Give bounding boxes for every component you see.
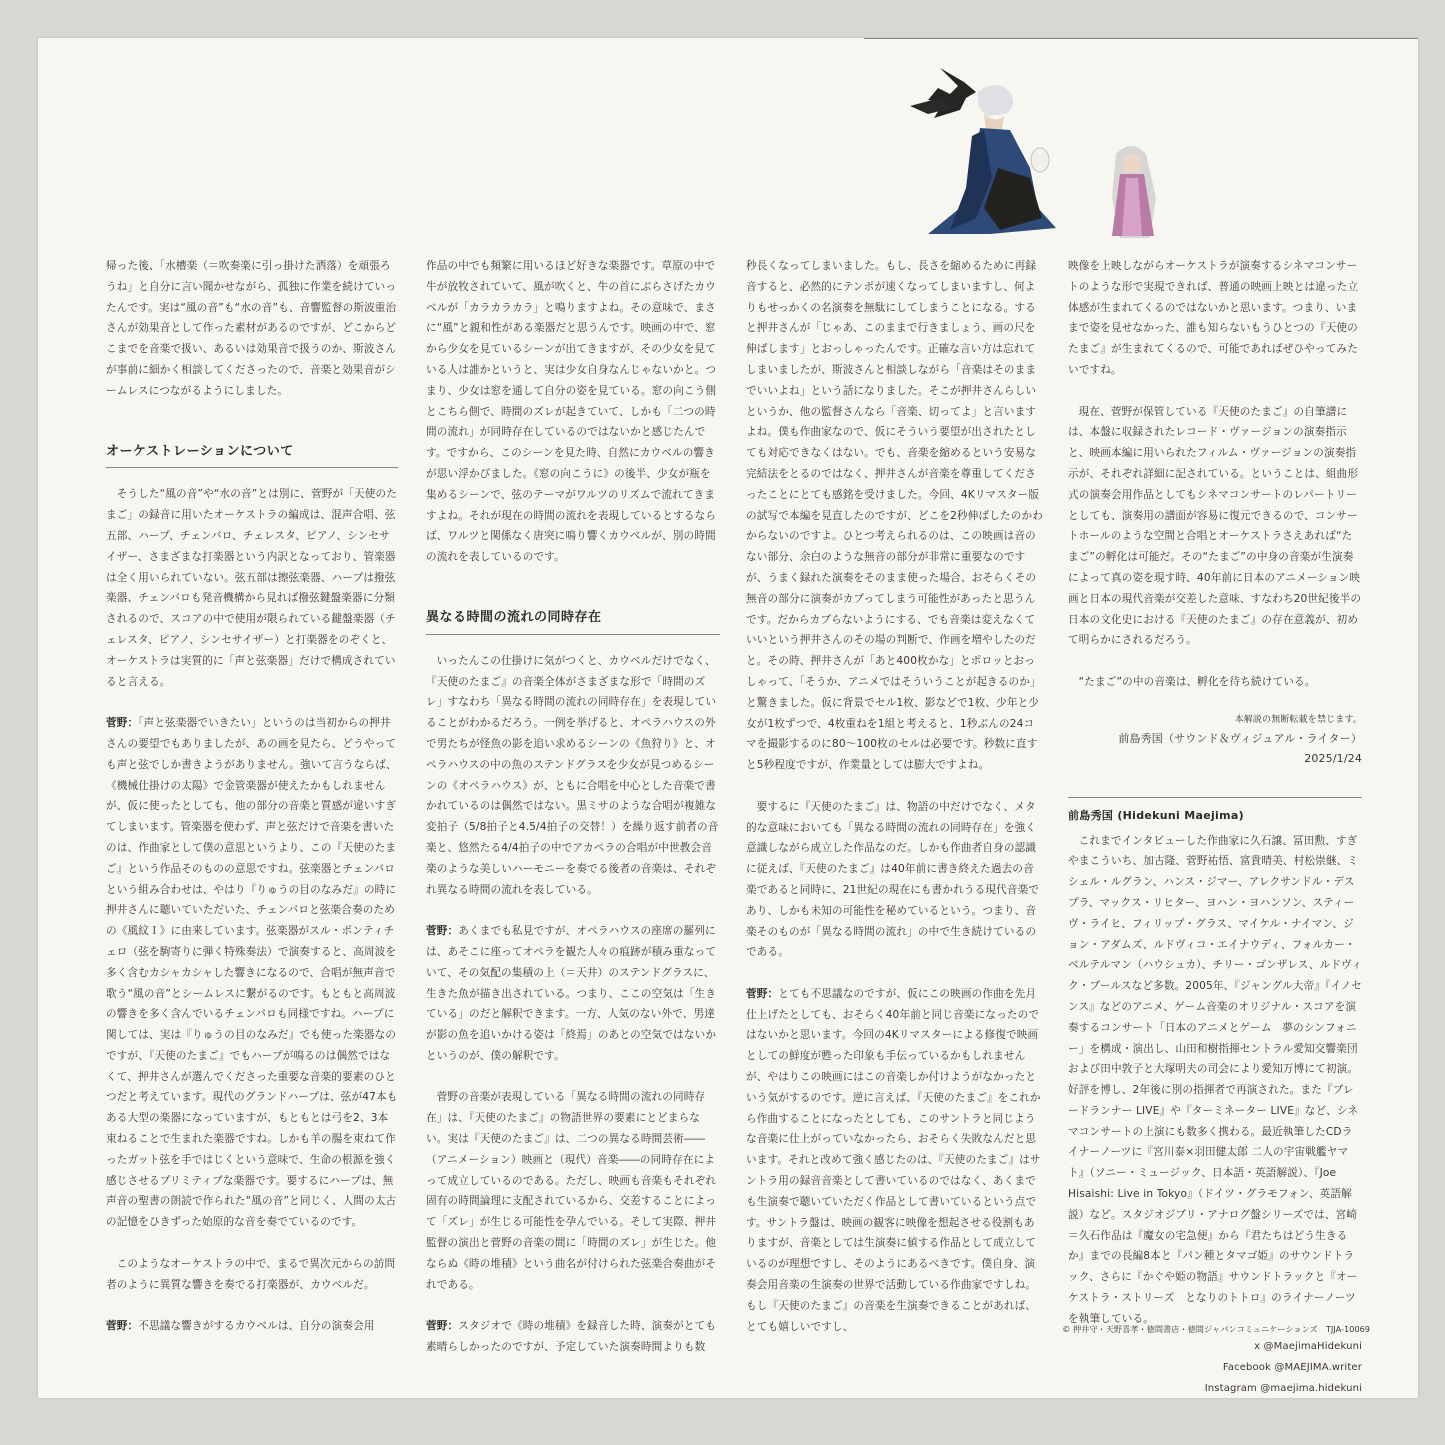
speaker-paragraph <box>746 984 1044 1338</box>
date: 2025/1/24 <box>1304 751 1362 765</box>
speaker-text: スタジオで《時の堆積》を録音した時、演奏がとても素晴らしかったのですが、予定していた演奏時間よりも数 <box>426 1320 717 1354</box>
social-facebook: Facebook @MAEJIMA.writer <box>1222 1361 1362 1373</box>
paragraph: 要するに『天使のたまご』は、物語の中だけでなく、メタ的な意味においても「異なる時間の流れの同時存在」を強く意識しながら成立した作品なのだ。しかも作曲者自身の認識に従えば、『天使のたまご』は40年前に書き終えた過去の音楽であると同時に、21世紀の現在にも書かれうる現代音楽であり、しかも未知の可能性を秘めているという。つまり、音楽そのものが「異なる時間の流れ」の中で生き続けているのである。 <box>746 800 1040 959</box>
author-credit: 前島秀国（サウンド＆ヴィジュアル・ライター） <box>1118 731 1362 745</box>
paragraph: 映像を上映しながらオーケストラが演奏するシネマコンサートのような形で実現できれば、普通の映画上映とは違った立体感が生まれてくるのではないかと思います。つまり、いままで姿を見せなかった、誰も知らないもうひとつの『天使のたまご』が生まれてくるので、可能であればぜひやってみたいですね。 <box>1068 260 1359 376</box>
paragraph: 帰った後、「水槽楽（＝吹奏楽に引っ掛けた洒落）を頑張ろうね」と自分に言い聞かせながら、孤独に作業を続けていったんです。実は“風の音”も“水の音”も、音響監督の斯波重治さんが効果音として作った素材があるのですが、どこからどこまでを音楽で扱い、あるいは効果音で扱うのか、斯波さんが事前に細かく相談してくださったので、音楽と効果音がシームレスにつながるようにしました。 <box>106 260 397 397</box>
speaker-paragraph <box>426 921 720 1067</box>
reprint-notice: 本解説の無断転載を禁じます。 <box>1234 714 1362 725</box>
paragraph: いったんこの仕掛けに気がつくと、カウベルだけでなく、『天使のたまご』の音楽全体がさまざまな形で「時間のズレ」すなわち「異なる時間の流れの同時存在」を表現していることがわかるだろう。一例を挙げると、オペラハウスの外で男たちが怪魚の影を追い求めるシーンの《魚狩り》と、オペラハウスの中の魚のステンドグラスを少女が見つめるシーンの《オペラハウス》が、ともに合唱を中心とした音楽で書かれているのは偶然ではない。黒ミサのような合唱が複雑な変拍子（5/8拍子と4.5/4拍子の交替！）を繰り返す前者の音楽と、悠然たる4/4拍子の中でアカペラの合唱が中世教会音楽のような美しいハーモニーを奏でる後者の音楽は、それぞれ異なる時間の流れを表している。 <box>426 654 719 896</box>
column-3 <box>746 256 1044 1337</box>
paragraph: 作品の中でも頻繁に用いるほど好きな楽器です。草原の中で牛が放牧されていて、風が吹くと、牛の首にぶらさげたカウベルが「カラカラカラ」と鳴りますよね。その意味で、まさに“風”と親和性がある楽器だと思うんです。映画の中で、窓から少女を見ているシーンが出てきますが、その少女を見ている人は誰かというと、実は少女自身なんじゃないかと。つまり、少女は窓を通して自分の姿を見ている。窓の向こう側とこちら側で、時間のズレが起きていて、しかも「二つの時間の流れ」が同時存在しているのではないかと感じたんです。ですから、このシーンを見た時、自然にカウベルの響きが思い浮かびました。《窓の向こうに》の後半、少女が瓶を集めるシーンで、弦のテーマがワルツのリズムで流れてきますよね。それが現在の時間の流れを表現しているとするならば、ワルツと関係なく唐突に鳴り響くカウベルが、別の時間の流れを表しているのです。 <box>426 260 717 564</box>
paragraph: このようなオーケストラの中で、まるで異次元からの訪問者のように異質な響きを奏でる打楽器が、カウベルだ。 <box>106 1257 396 1291</box>
speaker-paragraph <box>106 713 398 1233</box>
section-heading: 異なる時間の流れの同時存在 <box>426 608 720 635</box>
speaker-text: あくまでも私見ですが、オペラハウスの座席の羅列には、あそこに座ってオペラを観た人々の痕跡が積み重なっていて、その気配の集積の上（＝天井）のステンドグラスに、生きた魚が描き出されている。つまり、ここの空気は「生きている」のだと解釈できます。一方、人気のない外で、男達が影の魚を追いかける姿は「終焉」のあとの空気ではないかというのが、僕の解釈です。 <box>426 925 717 1062</box>
speaker-text: 「声と弦楽器でいきたい」というのは当初からの押井さんの要望でもありましたが、あの画を見たら、どうやっても声と弦でしか書きようがありません。強いて言うならば、《機械仕掛けの太陽》で金管楽器が使えたかもしれませんが、仮に使ったとしても、他の部分の音楽と質感が違いすぎてしまいます。管楽器を使わず、声と弦だけで音楽を書いたのは、作曲家として僕の意思というより、この『天使のたまご』という作品そのものの意思ですね。弦楽器とチェンバロという組み合わせは、やはり『りゅうの目のなみだ』の時に押井さんに聴いていただいた、チェンバロと弦楽合奏のための《風紋Ｉ》に由来しています。弦楽器がスル・ポンティチェロ（弦を駒寄りに弾く特殊奏法）で演奏すると、高周波を多く含むカシャカシャした響きになるので、合唱が無声音で歌う“風の音”とシームレスに繋がるのです。もともと高周波の響きを多く含んでいるチェンバロも同様ですね。ハープに関しては、実は『りゅうの目のなみだ』でも使った楽器なのですが、『天使のたまご』でもハープが鳴るのは偶然ではなくて、押井さんが選んでくださった重要な音楽的要素のひとつだと考えています。現代のグランドハープは、弦が47本もある大型の楽器になっていますが、もともとは弓を2、3本束ねることで生まれた楽器ですね。しかも羊の腸を束ねて作ったガット弦を手ではじくという意味で、生命の根源を強く感じさせるプリミティブな楽器です。要するにハープは、無声音の聖書の朗読で作られた“風の音”と同じく、人間の太古の記憶をひきずった始原的な音を奏でているのです。 <box>106 717 398 1229</box>
social-instagram: Instagram @maejima.hidekuni <box>1204 1382 1362 1394</box>
speaker-text: とても不思議なのですが、仮にこの映画の作曲を先月仕上げたとしても、おそらく40年前と同じ音楽になったのではないかと思います。今回の4Kリマスターによる修復で映画としての鮮度が甦った印象も手伝っているかもしれませんが、やはりこの映画にはこの音楽しか付けようがなかったという気がするのです。逆に言えば、『天使のたまご』をこれから作曲することになったとしても、このサントラと同じような音楽に仕上がっていなかったら、おそらく失敗なんだと思います。それと改めて強く感じたのは、『天使のたまご』はサントラ用の録音音楽として書いているのではなく、あくまでも生演奏で聴いていただく作品として書いているという点です。サントラ盤は、映画の観客に映像を想起させる役割もありますが、音楽としては生演奏に値する作品として成立しているのが理想ですし、そのようにあるべきです。僕自身、演奏会用音楽の生演奏の世界で活動している作曲家ですしね。もし『天使のたまご』の音楽を生演奏できることがあれば、とても嬉しいですし、 <box>746 987 1041 1333</box>
bio-heading: 前島秀国 (Hidekuni Maejima) <box>1068 797 1362 827</box>
paragraph: “たまご”の中の音楽は、孵化を待ち続けている。 <box>1078 675 1316 688</box>
speaker-label: 菅野： <box>426 1320 459 1333</box>
liner-notes-sheet <box>38 38 1418 1398</box>
character-illustration <box>880 58 1180 238</box>
paragraph: 現在、菅野が保管している『天使のたまご』の自筆譜には、本盤に収録されたレコード・ヴァージョンの演奏指示と、映画本編に用いられたフィルム・ヴァージョンの演奏指示が、それぞれ詳細に記されている。ということは、組曲形式の演奏会用作品としてもシネマコンサートのレパートリーとしても、演奏用の譜面が容易に復元できるので、コンサートホールのような空間と合唱とオーケストラさえあれば“たまご”の孵化は可能だ。その“たまご”の中身の音楽が生演奏によって真の姿を現す時、40年前に日本のアニメーション映画と日本の現代音楽が交差した意味、すなわち20世紀後半の日本の文化史における『天使のたまご』の存在意義が、初めて明らかにされるだろう。 <box>1068 405 1362 647</box>
paragraph: 菅野の音楽が表現している「異なる時間の流れの同時存在」は、『天使のたまご』の物語世界の要素にとどまらない。実は『天使のたまご』は、二つの異なる時間芸術――（アニメーション）映画と（現代）音楽――の同時存在によって成立しているのである。ただし、映画も音楽もそれぞれ固有の時間論理に支配されているから、交差することによって「ズレ」が生じる可能性を孕んでいる。そして実際、押井監督の演出と菅野の音楽の間に「時間のズレ」が生じた。他ならぬ《時の堆積》という曲名が付けられた弦楽合奏曲がそれである。 <box>426 1091 717 1291</box>
column-4 <box>1068 256 1362 1399</box>
speaker-label: 菅野： <box>106 717 139 730</box>
paragraph: そうした“風の音”や“水の音”とは別に、菅野が「天使のたまご」の録音に用いたオーケストラの編成は、混声合唱、弦五部、ハープ、チェンバロ、チェレスタ、ピアノ、シンセサイザー、さまざまな打楽器という内訳となっており、管楽器は全く用いられていない。弦五部は擦弦楽器、ハープは撥弦楽器、チェンバロも発音機構から見れば撥弦鍵盤楽器に分類されるので、スコアの中で使用が限られている鍵盤楽器（チェレスタ、ピアノ、シンセサイザー）と打楽器をのぞくと、オーケストラは実質的に「声と弦楽器」だけで構成されていると言える。 <box>106 488 397 688</box>
speaker-text: 不思議な響きがするカウベルは、自分の演奏会用 <box>138 1320 375 1333</box>
section-heading: オーケストレーションについて <box>106 442 398 469</box>
speaker-label: 菅野： <box>746 987 779 1000</box>
speaker-paragraph <box>426 1316 720 1358</box>
top-rule <box>864 38 1418 39</box>
social-x: x @MaejimaHidekuni <box>1254 1340 1362 1352</box>
bio-text: これまでインタビューした作曲家に久石譲、冨田勲、すぎやまこういち、加古隆、菅野祐悟、富貴晴美、村松崇継、ミシェル・ルグラン、ハンス・ジマー、アレクサンドル・デスプラ、マックス・リヒター、ヨハン・ヨハンソン、スティーヴ・ライヒ、フィリップ・グラス、マイケル・ナイマン、ジョン・アダムズ、ルドヴィコ・エイナウディ、フォルカー・ベルテルマン（ハウシュカ）、チリー・ゴンザレス、ルドヴィク・ブールスなど多数。2005年、『ジャングル大帝』『イノセンス』などのアニメ、ゲーム音楽のオリジナル・スコアを演奏するコンサート「日本のアニメとゲーム 夢のシンフォニー」を構成・演出し、山田和樹指揮セントラル愛知交響楽団および田中敦子と大塚明夫の司会により愛知万博にて初演。好評を博し、2年後に別の指揮者で再演された。また『ブレードランナー LIVE』や『ターミネーター LIVE』など、シネマコンサートの上演にも数多く携わる。最近執筆したCDライナーノーツに『宮川泰×羽田健太郎 二人の宇宙戦艦ヤマト』（ソニー・ミュージック、日本語・英語解説）、『Joe Hisaishi: Live in Tokyo』（ドイツ・グラモフォン、英語解説）など。スタジオジブリ・アナログ盤シリーズでは、宮崎＝久石作品は『魔女の宅急便』から『君たちはどう生きるか』までの長編8本と『パン種とタマゴ姫』のサウンドトラック、さらに『かぐや姫の物語』サウンドトラックと『オーケストラ・ストリーズ となりのトトロ』のライナーノーツを執筆している。 <box>1068 834 1362 1325</box>
speaker-paragraph <box>106 1316 398 1337</box>
speaker-label: 菅野： <box>426 925 459 938</box>
paragraph: 秒長くなってしまいました。もし、長さを縮めるために再録音すると、必然的にテンポが速くなってしまいますし、何よりもせっかくの名演奏を無駄にしてしまうことになる。すると押井さんが「じゃあ、このままで行きましょう、画の尺を伸ばします」とおっしゃったんです。正確な言い方は忘れてしまいましたが、斯波さんと相談しながら「音楽はそのままでいいよね」という話になりました。そこが押井さんらしいというか、他の監督さんなら「音楽、切ってよ」と言いますよね。僕も作曲家なので、仮にそういう要望が出されたとしても対応できなくはない。でも、音楽を縮めるという安易な完結法をとるのではなく、押井さんが音楽を尊重してくださったことにとても感銘を受けました。今回、4Kリマスター版の試写で本編を見直したのですが、どこを2秒伸ばしたのかわからないのですよ。ひとつ考えられるのは、この映画は音のない部分、余白のような無音の部分が非常に重要なのですが、うまく録れた演奏をそのまま使った場合、おそらくその無音の部分に演奏がカブってしまう可能性があったと思うんです。だからカブらないようにする、でも音楽は変えなくていいという押井さんのその場の判断で、作画を増やしたのだと。その時、押井さんが「あと400枚かな」とポロッとおっしゃって、「そうか、アニメではそういうことが起きるのか」と驚きました。仮に背景でセル1枚、影などで1枚、少年と少女が1枚ずつで、4枚重ねを1組と考えると、1秒ぶんの24コマを撮影するのに80～100枚のセルは必要です。秒数に直すと5秒程度ですが、作業量としては膨大ですよね。 <box>746 260 1043 772</box>
column-2 <box>426 256 720 1358</box>
speaker-label: 菅野： <box>106 1320 139 1333</box>
copyright-catalog-number: © 押井守・天野喜孝・徳間書店・徳間ジャパンコミュニケーションズ TJJA-10069 <box>1062 1324 1370 1334</box>
column-1 <box>106 256 398 1337</box>
